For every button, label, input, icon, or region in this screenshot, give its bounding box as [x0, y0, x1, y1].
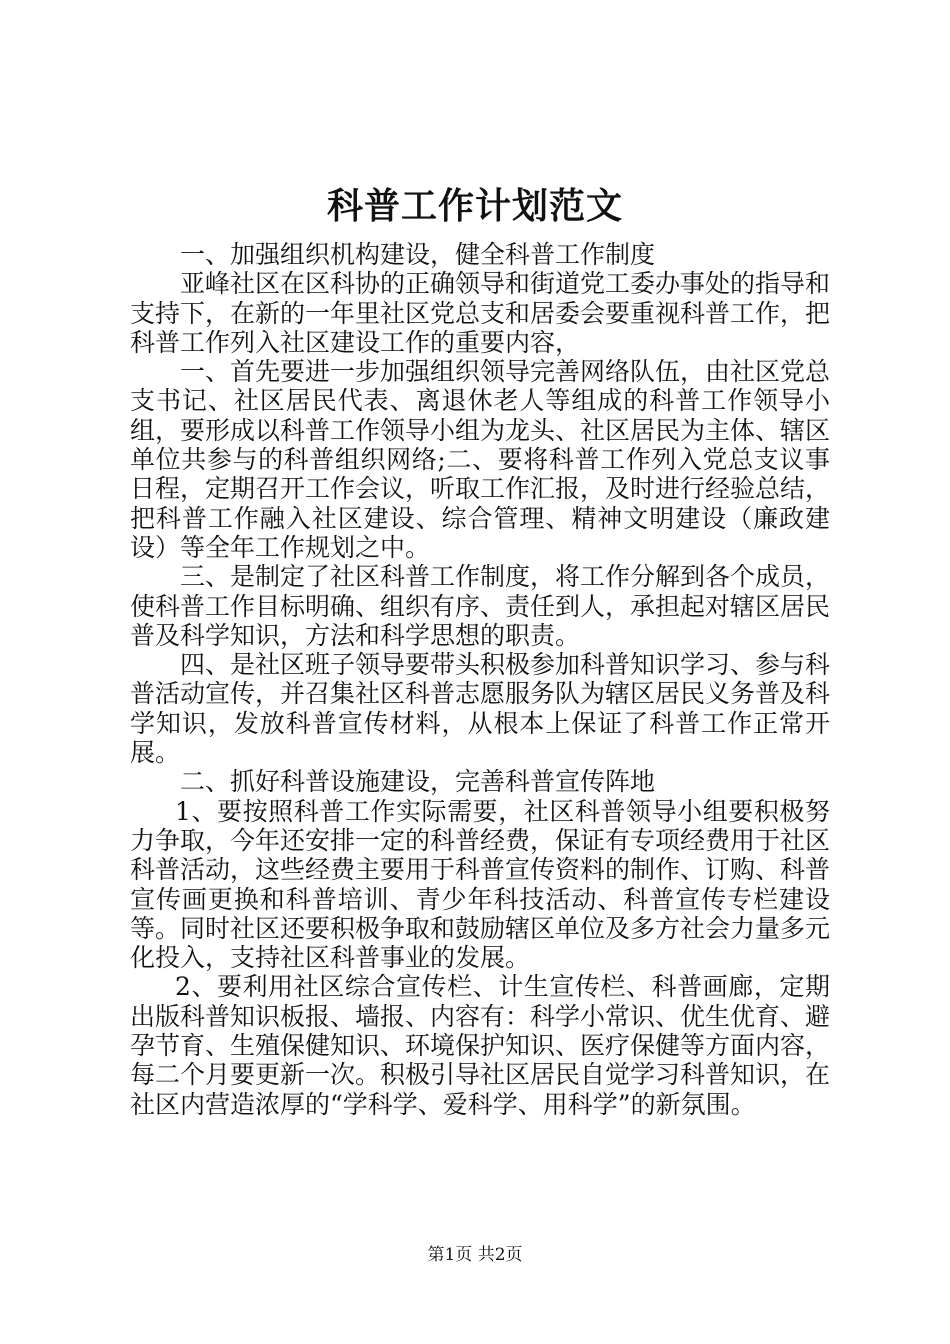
page-number: 第1页 共2页 [427, 1245, 523, 1265]
document-title: 科普工作计划范文 [326, 185, 623, 227]
paragraph-funding: 1、要按照科普工作实际需要，社区科普领导小组要积极努力争取，今年还安排一定的科普经费，保证有专项经费用于社区科普活动，这些经费主要用于科普宣传资料的制作、订购、科普宣传画更换和科普培训、青少年科技活动、科普宣传专栏建设等。同时社区还要积极争取和鼓励辖区单位及多方社会力量多元化投入，支持社区科普事业的发展。 [130, 796, 831, 973]
section-heading-2: 二、抓好科普设施建设，完善科普宣传阵地 [180, 767, 656, 797]
paragraph-intro: 亚峰社区在区科协的正确领导和街道党工委办事处的指导和支持下，在新的一年里社区党总支和居委会要重视科普工作，把科普工作列入社区建设工作的重要内容， [130, 269, 831, 357]
page-footer [0, 1243, 950, 1267]
paragraph-leadership: 四、是社区班子领导要带头积极参加科普知识学习、参与科普活动宣传，并召集社区科普志愿服务队为辖区居民义务普及科学知识，发放科普宣传材料，从根本上保证了科普工作正常开展。 [130, 650, 831, 768]
paragraph-system: 三、是制定了社区科普工作制度，将工作分解到各个成员，使科普工作目标明确、组织有序、责任到人，承担起对辖区居民普及科学知识，方法和科学思想的职责。 [130, 562, 831, 650]
paragraph-organization: 一、首先要进一步加强组织领导完善网络队伍，由社区党总支书记、社区居民代表、离退休老人等组成的科普工作领导小组，要形成以科普工作领导小组为龙头、社区居民为主体、辖区单位共参与的科普组织网络;二、要将科普工作列入党总支议事日程，定期召开工作会议，听取工作汇报，及时进行经验总结，把科普工作融入社区建设、综合管理、精神文明建设（廉政建设）等全年工作规划之中。 [130, 357, 831, 562]
section-heading-1: 一、加强组织机构建设，健全科普工作制度 [180, 240, 656, 269]
paragraph-publicity: 2、要利用社区综合宣传栏、计生宣传栏、科普画廊，定期出版科普知识板报、墙报、内容有：科学小常识、优生优育、避孕节育、生殖保健知识、环境保护知识、医疗保健等方面内容，每二个月要更新一次。积极引导社区居民自觉学习科普知识，在社区内营造浓厚的“学科学、爱科学、用科学”的新氛围。 [130, 972, 831, 1119]
document-body [130, 240, 830, 1119]
